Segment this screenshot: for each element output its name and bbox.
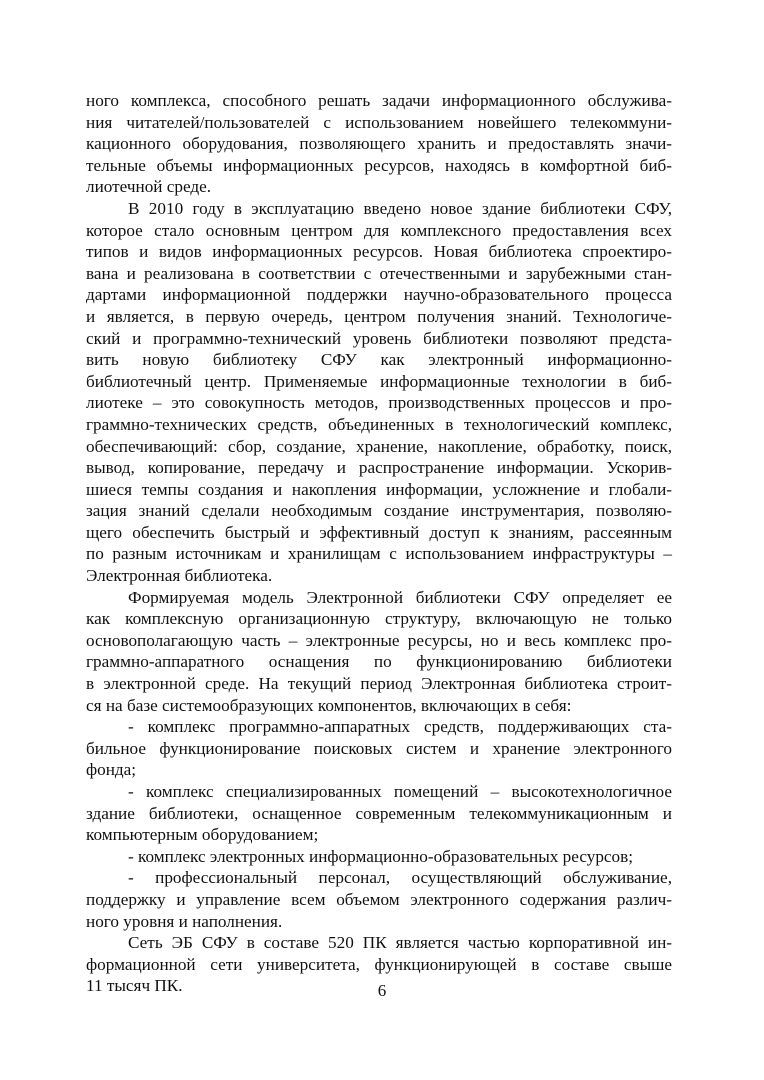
- paragraph: [86, 867, 672, 932]
- text-line: ного комплекса, способного решать задачи информационного обслужива-: [86, 91, 672, 110]
- text-line: щего обеспечить быстрый и эффективный доступ к знаниям, рассеянным: [86, 522, 672, 542]
- text-line: Электронная библиотека.: [86, 566, 273, 586]
- text-line: которое стало основным центром для комплексного предоставления всех: [86, 220, 672, 240]
- text-line: и является, в первую очередь, центром получения знаний. Технологиче-: [86, 306, 672, 326]
- text-line: в электронной среде. На текущий период Электронная библиотека строит-: [86, 674, 672, 694]
- text-line: Формируемая модель Электронной библиотеки СФУ определяет ее: [128, 587, 672, 607]
- paragraph: [86, 587, 672, 717]
- text-line: бильное функционирование поисковых систем и хранение электронного: [86, 738, 672, 758]
- page-number: 6: [377, 981, 387, 1000]
- text-line: ся на базе системообразующих компонентов, включающих в себя:: [86, 695, 572, 715]
- text-line: поддержку и управление всем объемом электронного содержания различ-: [86, 889, 672, 909]
- text-line: лиотечной среде.: [86, 177, 212, 197]
- paragraph: [86, 846, 672, 868]
- paragraph: [86, 90, 672, 198]
- text-line: тельные объемы информационных ресурсов, находясь в комфортной биб-: [86, 155, 672, 175]
- text-line: ский и программно-технический уровень библиотеки позволяют предста-: [86, 328, 672, 348]
- text-line: ного уровня и наполнения.: [86, 911, 283, 931]
- text-line: - комплекс электронных информационно-образовательных ресурсов;: [128, 846, 634, 866]
- text-line: обеспечивающий: сбор, создание, хранение, накопление, обработку, поиск,: [86, 436, 672, 456]
- text-line: лиотеке – это совокупность методов, производственных процессов и про-: [86, 393, 672, 413]
- text-line: зация знаний сделали необходимым создание инструментария, позволяю-: [86, 501, 672, 521]
- text-line: дартами информационной поддержки научно-образовательного процесса: [86, 285, 672, 305]
- text-line: компьютерным оборудованием;: [86, 825, 319, 845]
- text-line: граммно-технических средств, объединенных в технологический комплекс,: [86, 414, 672, 434]
- text-line: - комплекс специализированных помещений – высокотехнологичное: [128, 782, 672, 801]
- text-line: - комплекс программно-аппаратных средств, поддерживающих ста-: [128, 717, 672, 737]
- text-line: - профессиональный персонал, осуществляющий обслуживание,: [128, 868, 672, 888]
- text-line: Сеть ЭБ СФУ в составе 520 ПК является частью корпоративной ин-: [128, 933, 672, 953]
- text-line: типов и видов информационных ресурсов. Новая библиотека спроектиро-: [86, 242, 672, 262]
- text-line: вить новую библиотеку СФУ как электронный информационно-: [86, 350, 672, 370]
- text-line: по разным источникам и хранилищам с использованием инфраструктуры –: [86, 544, 672, 564]
- text-line: здание библиотеки, оснащенное современным телекоммуникационным и: [86, 803, 672, 823]
- text-line: 11 тысяч ПК.: [86, 976, 183, 996]
- paragraph: [86, 781, 672, 846]
- document-body: [86, 90, 672, 997]
- text-line: как комплексную организационную структуру, включающую не только: [86, 609, 672, 629]
- text-line: ния читателей/пользователей с использованием новейшего телекоммуни-: [86, 112, 672, 132]
- paragraph: [86, 716, 672, 781]
- text-line: фонда;: [86, 760, 137, 780]
- text-line: кационного оборудования, позволяющего хранить и предоставлять значи-: [86, 134, 672, 154]
- text-line: граммно-аппаратного оснащения по функционированию библиотеки: [86, 652, 672, 672]
- paragraph: [86, 198, 672, 587]
- text-line: библиотечный центр. Применяемые информационные технологии в биб-: [86, 371, 672, 391]
- text-line: В 2010 году в эксплуатацию введено новое здание библиотеки СФУ,: [128, 198, 672, 218]
- text-line: вывод, копирование, передачу и распространение информации. Ускорив-: [86, 458, 672, 478]
- text-line: шиеся темпы создания и накопления информации, усложнение и глобали-: [86, 479, 672, 499]
- text-line: вана и реализована в соответствии с отечественными и зарубежными стан-: [86, 263, 672, 283]
- text-line: основополагающую часть – электронные ресурсы, но и весь комплекс про-: [86, 630, 672, 650]
- text-line: формационной сети университета, функционирующей в составе свыше: [86, 954, 672, 974]
